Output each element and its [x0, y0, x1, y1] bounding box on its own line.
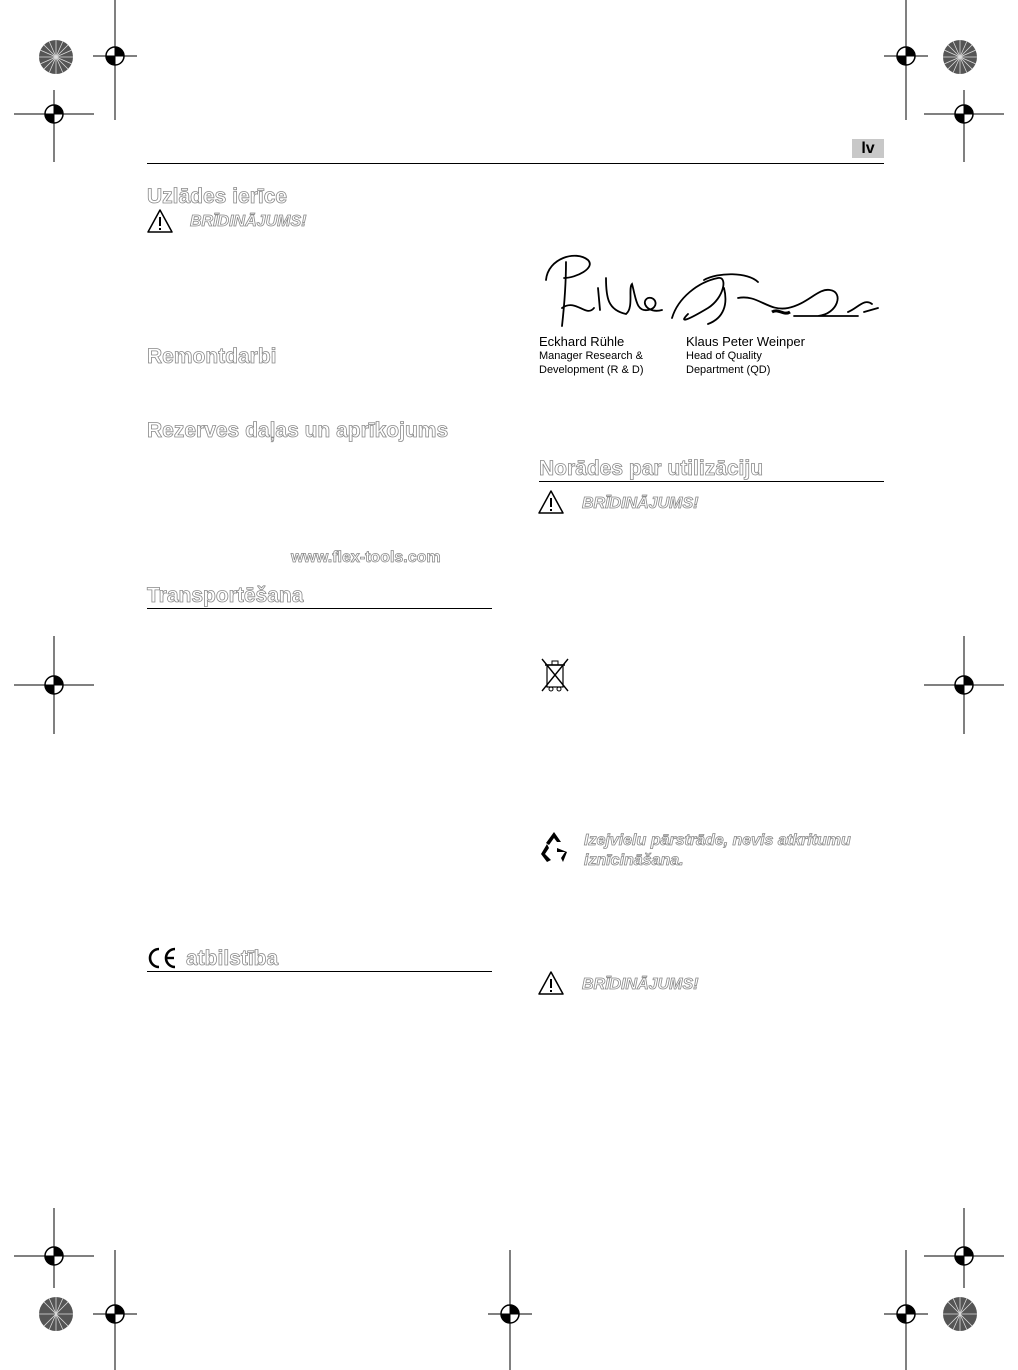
signer2-title-line1: Head of Quality: [686, 350, 762, 362]
repair-heading: Remontdarbi: [147, 345, 277, 368]
warning-triangle-icon: [538, 971, 564, 995]
signer2-name: Klaus Peter Weinper: [686, 334, 805, 349]
color-wheel-icon: [942, 39, 978, 75]
color-wheel-icon: [38, 39, 74, 75]
spare-parts-heading: Rezerves daļas un aprīkojums: [147, 419, 449, 442]
crossed-bin-icon: [540, 657, 570, 695]
disposal-warning-label: BRĪDINĀJUMS!: [582, 495, 699, 512]
header-rule: [147, 163, 884, 164]
transport-heading: Transportēšana: [147, 584, 304, 607]
color-wheel-icon: [38, 1296, 74, 1332]
registration-mark-icon: [14, 636, 94, 734]
warning-triangle-icon: [538, 490, 564, 514]
charger-warning-label: BRĪDINĀJUMS!: [190, 213, 307, 230]
signer1-title-line1: Manager Research &: [539, 350, 643, 362]
final-warning-label: BRĪDINĀJUMS!: [582, 976, 699, 993]
registration-mark-icon: [924, 90, 1004, 162]
registration-mark-icon: [884, 1250, 928, 1370]
color-wheel-icon: [942, 1296, 978, 1332]
recycling-icon: [537, 830, 571, 864]
registration-mark-icon: [924, 1208, 1004, 1288]
disposal-heading: Norādes par utilizāciju: [539, 457, 764, 480]
registration-mark-icon: [14, 90, 94, 162]
signature-eckhard-ruhle: [536, 248, 666, 333]
recycling-text-line1: Izejvielu pārstrāde, nevis atkritumu: [584, 832, 851, 849]
ce-mark-icon: [147, 947, 177, 969]
registration-mark-icon: [924, 636, 1004, 734]
recycling-text-line2: iznīcināšana.: [584, 852, 684, 869]
ce-conformity-heading: atbilstība: [186, 947, 279, 970]
ce-heading-rule: [147, 971, 492, 972]
signature-klaus-peter-weinper: [668, 268, 882, 335]
signer2-title-line2: Department (QD): [686, 364, 771, 376]
registration-mark-icon: [93, 1250, 137, 1370]
signer1-name: Eckhard Rühle: [539, 334, 625, 349]
registration-mark-icon: [14, 1208, 94, 1288]
registration-mark-icon: [93, 0, 137, 120]
charger-heading: Uzlādes ierīce: [147, 185, 288, 208]
language-badge: lv: [852, 139, 884, 158]
transport-heading-rule: [147, 608, 492, 609]
registration-mark-icon: [884, 0, 928, 120]
disposal-heading-rule: [539, 481, 884, 482]
registration-mark-icon: [488, 1250, 532, 1370]
website-link[interactable]: www.flex-tools.com: [291, 549, 441, 566]
signer1-title-line2: Development (R & D): [539, 364, 644, 376]
warning-triangle-icon: [147, 209, 173, 233]
